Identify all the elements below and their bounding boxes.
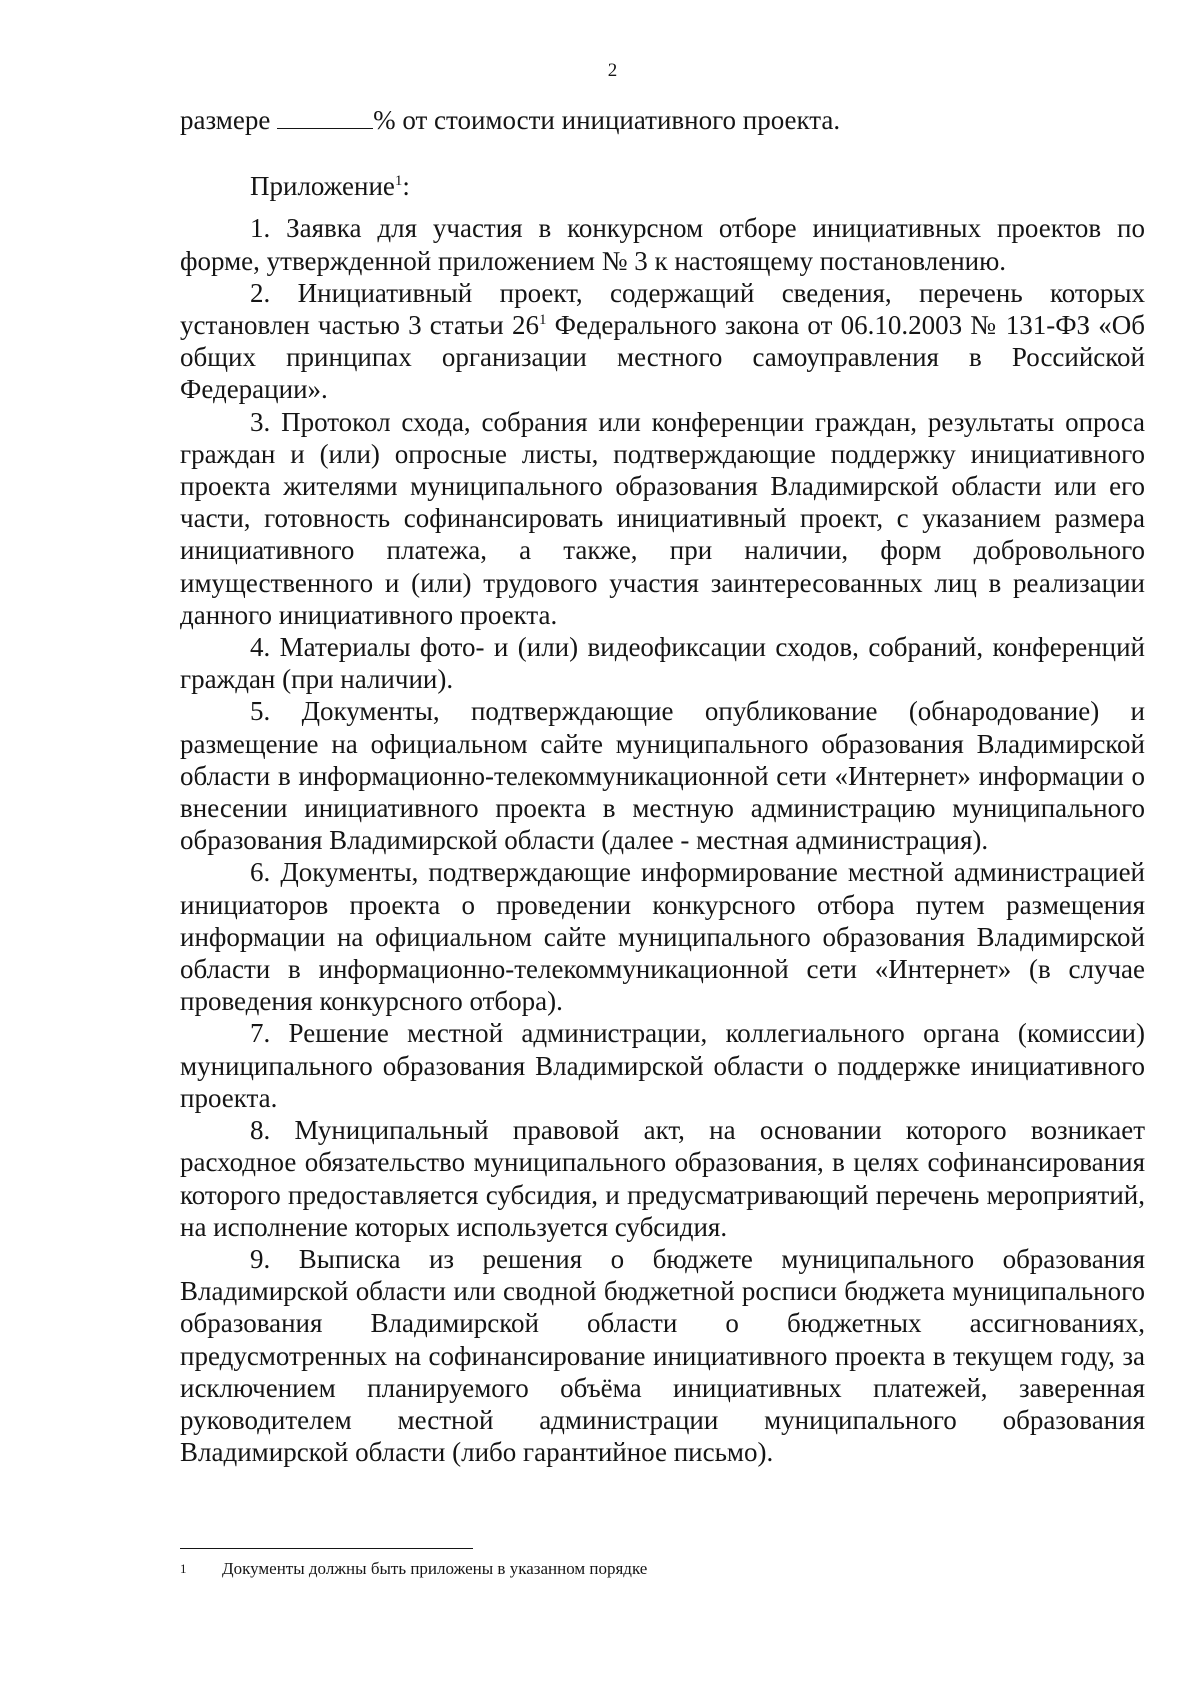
- attachment-item-7: 7. Решение местной администрации, коллегиального органа (комиссии) муниципального образования Владимирской области о поддержке инициативного проекта.: [180, 1018, 1145, 1113]
- footnote-mark: 1: [180, 1561, 187, 1576]
- footnote-separator: [180, 1548, 473, 1549]
- footnote: [180, 1558, 1080, 1580]
- document-body: [180, 104, 1145, 1468]
- footnote-reference: 1: [394, 173, 403, 190]
- attachment-item-8: 8. Муниципальный правовой акт, на основании которого возникает расходное обязательство муниципального образования, в целях софинансирования которого предоставляется субсидия, и предусматривающий перечень мероприятий, на исполнение которых используется субсидия.: [180, 1115, 1145, 1242]
- lead-line-before: размере: [180, 105, 278, 135]
- attachment-item-2: [180, 277, 1145, 406]
- item-2-text-before: 2. Инициативный проект, содержащий сведения, перечень которых установлен частью 3 статьи 26: [180, 277, 1145, 341]
- attachment-item-5: 5. Документы, подтверждающие опубликование (обнародование) и размещение на официальном сайте муниципального образования Владимирской области в информационно-телекоммуникационной сети «Интернет» информации о внесении инициативного проекта в местную администрацию муниципального образования Владимирской области (далее - местная администрация).: [180, 696, 1145, 856]
- item-2-text-after: Федерального закона от 06.10.2003 № 131-ФЗ «Об общих принципах организации местного самоуправления в Российской Федерации».: [180, 310, 1145, 405]
- cofinancing-size-line: [180, 104, 1145, 136]
- attachment-item-9: 9. Выписка из решения о бюджете муниципального образования Владимирской области или сводной бюджетной росписи бюджета муниципального образования Владимирской области о бюджетных ассигнованиях, предусмотренных на софинансирование инициативного проекта в текущем году, за исключением планируемого объёма инициативных платежей, заверенная руководителем местной администрации муниципального образования Владимирской области (либо гарантийное письмо).: [180, 1243, 1145, 1468]
- percent-blank-field: [277, 106, 373, 129]
- attachment-item-4: 4. Материалы фото- и (или) видеофиксации сходов, собраний, конференций граждан (при наличии).: [180, 632, 1145, 695]
- footnote-text: Документы должны быть приложены в указанном порядке: [222, 1559, 648, 1578]
- attachment-heading-suffix: :: [402, 171, 410, 202]
- attachment-item-3: 3. Протокол схода, собрания или конференции граждан, результаты опроса граждан и (или) опросные листы, подтверждающие поддержку инициативного проекта жителями муниципального образования Владимирской области или его части, готовность софинансировать инициативный проект, с указанием размера инициативного платежа, а также, при наличии, форм добровольного имущественного и (или) трудового участия заинтересованных лиц в реализации данного инициативного проекта.: [180, 406, 1145, 630]
- page-number: 2: [607, 60, 618, 81]
- attachment-heading-text: Приложение: [250, 171, 395, 202]
- attachment-item-1: 1. Заявка для участия в конкурсном отборе инициативных проектов по форме, утвержденной приложением № 3 к настоящему постановлению.: [180, 213, 1145, 276]
- lead-line-after: % от стоимости инициативного проекта.: [373, 105, 841, 135]
- attachment-item-6: 6. Документы, подтверждающие информирование местной администрацией инициаторов проекта о проведении конкурсного отбора путем размещения информации на официальном сайте муниципального образования Владимирской области в информационно-телекоммуникационной сети «Интернет» (в случае проведения конкурсного отбора).: [180, 857, 1145, 1017]
- article-superscript: 1: [538, 312, 547, 329]
- attachment-heading: [180, 170, 1145, 202]
